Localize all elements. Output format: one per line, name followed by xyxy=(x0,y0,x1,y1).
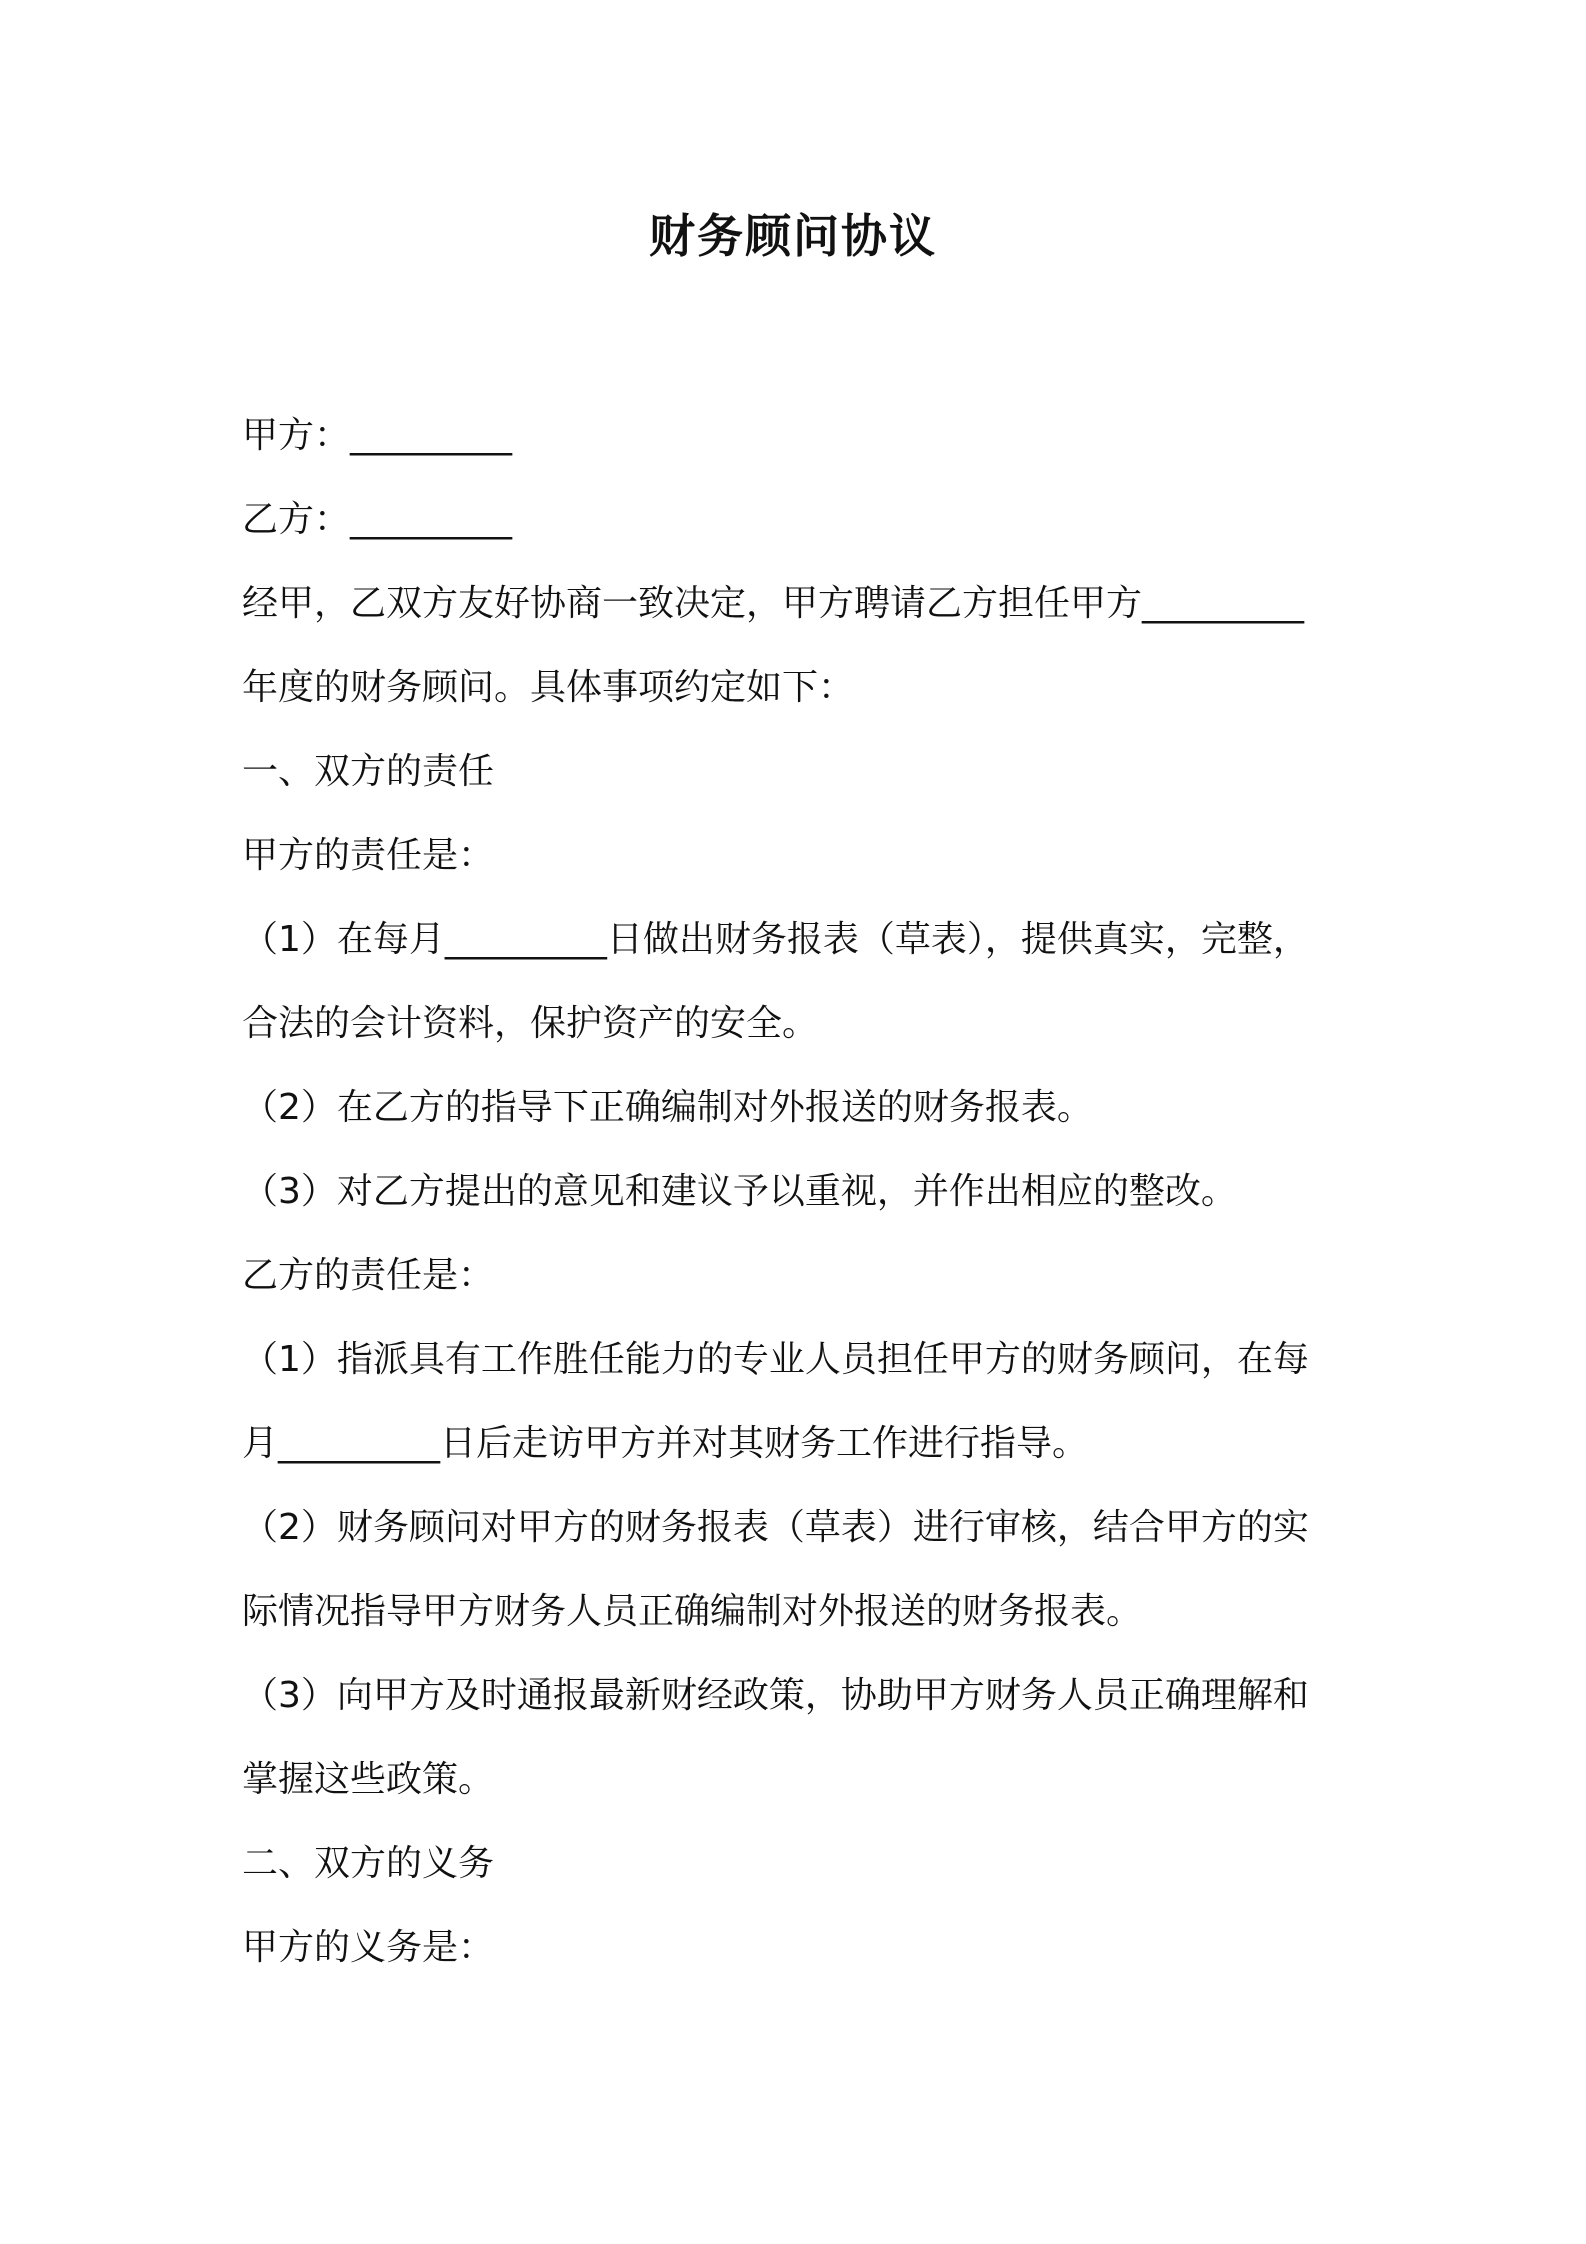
document-title: 财务顾问协议 xyxy=(649,209,937,263)
paragraph-line: 经甲，乙双方友好协商一致决定，甲方聘请乙方担任甲方_________ xyxy=(242,583,1305,624)
paragraph-line: 合法的会计资料，保护资产的安全。 xyxy=(242,1003,819,1044)
subsection-heading: 甲方的义务是： xyxy=(242,1927,495,1968)
subsection-heading: 乙方的责任是： xyxy=(242,1255,495,1296)
section-heading: 二、双方的义务 xyxy=(242,1843,495,1884)
subsection-heading: 甲方的责任是： xyxy=(242,835,495,876)
paragraph-line: （3）对乙方提出的意见和建议予以重视，并作出相应的整改。 xyxy=(242,1171,1237,1212)
party-a-line: 甲方：_________ xyxy=(242,415,513,456)
paragraph-line: 月_________日后走访甲方并对其财务工作进行指导。 xyxy=(242,1423,1089,1464)
paragraph-line: 际情况指导甲方财务人员正确编制对外报送的财务报表。 xyxy=(242,1591,1143,1632)
paragraph-line: （3）向甲方及时通报最新财经政策，协助甲方财务人员正确理解和 xyxy=(242,1675,1309,1716)
paragraph-line: （2）财务顾问对甲方的财务报表（草表）进行审核，结合甲方的实 xyxy=(242,1507,1309,1548)
party-b-line: 乙方：_________ xyxy=(242,499,513,540)
paragraph-line: （2）在乙方的指导下正确编制对外报送的财务报表。 xyxy=(242,1087,1093,1128)
paragraph-line: （1）在每月_________日做出财务报表（草表），提供真实，完整， xyxy=(242,919,1309,960)
paragraph-line: 年度的财务顾问。具体事项约定如下： xyxy=(242,667,855,708)
section-heading: 一、双方的责任 xyxy=(242,751,495,792)
paragraph-line: （1）指派具有工作胜任能力的专业人员担任甲方的财务顾问，在每 xyxy=(242,1339,1309,1380)
paragraph-line: 掌握这些政策。 xyxy=(242,1759,495,1800)
